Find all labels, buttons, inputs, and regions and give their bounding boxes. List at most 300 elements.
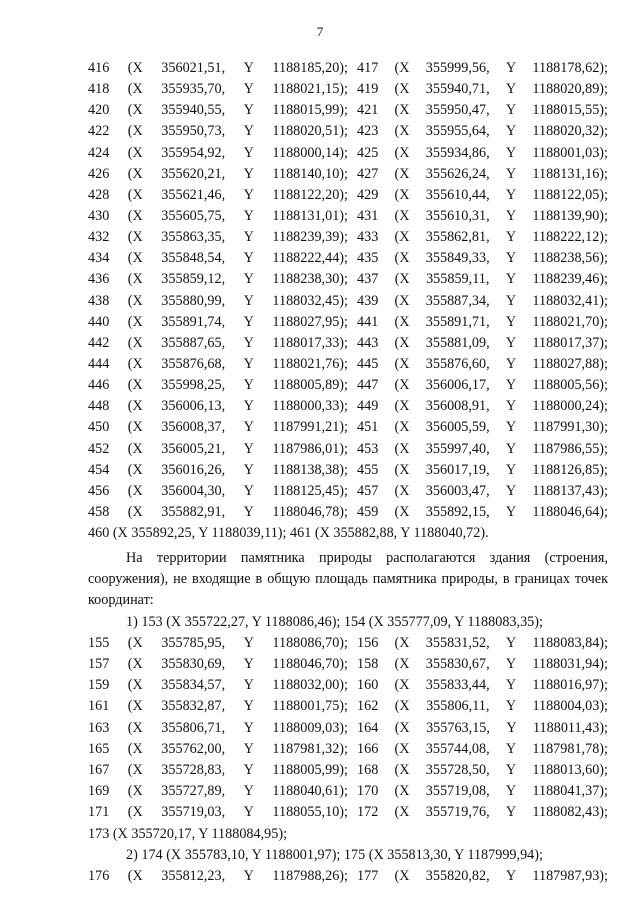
coordinate-entry (348, 248, 608, 269)
point-number: 448 (88, 398, 110, 415)
point-number: 443 (357, 334, 379, 351)
point-number: 425 (357, 144, 379, 161)
x-label: (X (127, 419, 143, 436)
y-label: Y (243, 250, 254, 267)
point-number: 166 (357, 740, 379, 757)
point-number: 159 (88, 677, 110, 694)
x-label: (X (394, 229, 410, 246)
x-label: (X (394, 740, 410, 757)
point-number: 439 (357, 292, 379, 309)
coordinate-entry (348, 227, 608, 248)
y-value: 1187988,26); (272, 868, 348, 884)
y-label: Y (243, 698, 254, 715)
coordinate-entry (348, 396, 608, 417)
y-label: Y (505, 207, 517, 224)
y-label: Y (505, 677, 517, 694)
point-number: 432 (88, 229, 110, 246)
y-value: 1188015,55); (532, 102, 608, 119)
y-label: Y (505, 419, 517, 436)
point-number: 165 (88, 740, 110, 757)
y-value: 1188021,70); (532, 313, 608, 330)
x-label: (X (127, 868, 143, 884)
y-value: 1188046,64); (532, 503, 608, 520)
coordinate-entry (88, 718, 348, 739)
x-value: 355831,52, (425, 635, 490, 651)
x-value: 356005,21, (161, 440, 226, 457)
y-label: Y (243, 229, 254, 246)
y-value: 1188013,60); (532, 761, 608, 778)
point-number: 442 (88, 334, 110, 351)
point-number: 452 (88, 440, 110, 457)
x-label: (X (127, 60, 143, 76)
point-number: 426 (88, 165, 110, 182)
coordinate-entry (88, 143, 348, 164)
coordinate-entry (88, 781, 348, 802)
coordinates-table (88, 58, 608, 523)
x-value: 355820,82, (425, 868, 490, 884)
x-value: 355610,44, (425, 186, 490, 203)
point-number: 419 (357, 81, 379, 98)
y-value: 1188178,62); (532, 60, 608, 76)
coordinate-row (88, 185, 608, 206)
y-label: Y (505, 461, 517, 478)
point-number: 158 (357, 656, 379, 673)
point-number: 447 (357, 377, 379, 394)
coordinate-row (88, 396, 608, 417)
x-label: (X (127, 334, 143, 351)
coordinate-entry (348, 760, 608, 781)
coordinate-row (88, 143, 608, 164)
x-value: 355806,11, (426, 698, 490, 715)
y-value: 1188185,20); (272, 60, 348, 76)
x-value: 356003,47, (425, 482, 490, 499)
coordinate-entry (88, 269, 348, 290)
y-value: 1188017,33); (272, 334, 348, 351)
x-label: (X (394, 656, 410, 673)
coordinate-entry (88, 227, 348, 248)
y-value: 1188027,88); (532, 355, 608, 372)
coordinate-row (88, 354, 608, 375)
y-label: Y (506, 719, 517, 736)
x-label: (X (394, 165, 410, 182)
x-label: (X (127, 761, 143, 778)
point-number: 416 (88, 60, 110, 76)
coordinate-row (88, 739, 608, 760)
x-label: (X (127, 482, 143, 499)
y-value: 1188239,46); (532, 271, 608, 288)
x-value: 355859,11, (426, 271, 490, 288)
y-value: 1188082,43); (532, 804, 608, 821)
point-number: 459 (357, 503, 379, 520)
point-number: 454 (88, 461, 110, 478)
coordinate-entry (88, 185, 348, 206)
coordinate-entry (348, 79, 608, 100)
y-label: Y (243, 292, 254, 309)
y-value: 1187981,32); (272, 740, 348, 757)
x-label: (X (394, 355, 410, 372)
x-label: (X (394, 60, 410, 76)
point-number: 172 (357, 804, 379, 821)
coordinate-row (88, 502, 608, 523)
y-label: Y (505, 656, 517, 673)
y-label: Y (505, 292, 517, 309)
y-value: 1187991,30); (532, 419, 608, 436)
point-number: 437 (357, 271, 379, 288)
point-number: 160 (357, 677, 379, 694)
point-number: 164 (357, 719, 379, 736)
point-number: 417 (357, 60, 379, 76)
y-label: Y (505, 761, 517, 778)
y-value: 1188140,10); (272, 165, 348, 182)
coordinate-row (88, 718, 608, 739)
y-value: 1188046,78); (272, 503, 348, 520)
y-label: Y (243, 334, 254, 351)
x-label: (X (394, 81, 410, 98)
x-label: (X (127, 782, 143, 799)
y-value: 1188005,56); (532, 377, 608, 394)
y-value: 1188046,70); (272, 656, 348, 673)
y-label: Y (243, 740, 254, 757)
y-value: 1187987,93); (532, 868, 608, 884)
x-value: 355744,08, (425, 740, 490, 757)
coordinate-row (88, 121, 608, 142)
y-label: Y (243, 635, 254, 651)
x-value: 355605,75, (161, 207, 226, 224)
y-value: 1188011,43); (532, 719, 608, 736)
point-number: 163 (88, 719, 110, 736)
coordinate-row (88, 291, 608, 312)
buildings-paragraph (88, 548, 608, 612)
coordinate-entry (88, 248, 348, 269)
coordinate-entry (348, 739, 608, 760)
x-label: (X (394, 186, 410, 203)
point-number: 430 (88, 207, 110, 224)
y-label: Y (243, 207, 254, 224)
y-label: Y (243, 482, 254, 499)
x-label: (X (127, 398, 143, 415)
x-value: 355950,47, (425, 102, 490, 119)
point-number: 441 (357, 313, 379, 330)
y-label: Y (243, 656, 254, 673)
coordinate-row (88, 439, 608, 460)
coordinate-entry (348, 718, 608, 739)
y-label: Y (505, 313, 517, 330)
coordinate-entry (88, 696, 348, 717)
point-number: 457 (357, 482, 379, 499)
coordinate-entry (88, 121, 348, 142)
x-label: (X (394, 123, 410, 140)
x-value: 356005,59, (425, 419, 490, 436)
x-value: 355728,50, (425, 761, 490, 778)
x-value: 355891,74, (161, 313, 226, 330)
y-label: Y (505, 698, 517, 715)
coordinate-entry (88, 802, 348, 823)
coordinate-entry (88, 866, 348, 887)
coordinate-entry (88, 675, 348, 696)
y-label: Y (243, 804, 254, 821)
y-label: Y (243, 313, 254, 330)
y-label: Y (505, 482, 517, 499)
x-value: 355891,71, (425, 313, 490, 330)
coordinate-entry (348, 185, 608, 206)
coordinate-entry (348, 502, 608, 523)
coordinate-entry (348, 696, 608, 717)
y-label: Y (243, 440, 254, 457)
coordinate-entry (88, 633, 348, 654)
x-value: 355887,65, (161, 334, 226, 351)
point-number: 155 (88, 635, 110, 651)
x-value: 355998,25, (161, 377, 226, 394)
y-value: 1188000,33); (272, 398, 348, 415)
y-value: 1188126,85); (532, 461, 608, 478)
point-number: 435 (357, 250, 379, 267)
y-value: 1188020,32); (532, 123, 608, 140)
x-label: (X (127, 292, 143, 309)
x-value: 355876,60, (425, 355, 490, 372)
x-value: 356006,13, (161, 398, 226, 415)
coordinate-row (88, 164, 608, 185)
x-value: 355882,91, (161, 503, 226, 520)
x-value: 356006,17, (425, 377, 490, 394)
x-label: (X (127, 804, 143, 821)
x-label: (X (127, 271, 143, 288)
point-number: 423 (357, 123, 379, 140)
y-label: Y (505, 377, 517, 394)
x-value: 355727,89, (161, 782, 226, 799)
point-number: 176 (88, 868, 110, 884)
x-label: (X (127, 81, 143, 98)
coordinate-row (88, 58, 608, 79)
point-number: 440 (88, 313, 110, 330)
buildings-coordinates-table (88, 633, 608, 823)
x-label: (X (127, 377, 143, 394)
x-value: 355880,99, (161, 292, 226, 309)
point-number: 418 (88, 81, 110, 98)
point-number: 444 (88, 355, 110, 372)
point-number: 438 (88, 292, 110, 309)
y-label: Y (505, 229, 517, 246)
x-label: (X (394, 635, 410, 651)
x-value: 355955,64, (425, 123, 490, 140)
x-value: 355762,00, (161, 740, 226, 757)
y-label: Y (505, 102, 517, 119)
y-value: 1188138,38); (272, 461, 348, 478)
y-value: 1188125,45); (272, 482, 348, 499)
x-value: 355719,08, (425, 782, 490, 799)
point-number: 171 (88, 804, 110, 821)
y-value: 1188086,70); (272, 635, 348, 651)
y-value: 1188055,10); (272, 804, 348, 821)
x-label: (X (127, 656, 143, 673)
y-label: Y (243, 165, 254, 182)
point-number: 167 (88, 761, 110, 778)
y-label: Y (505, 81, 517, 98)
coordinate-entry (348, 121, 608, 142)
y-value: 1188020,89); (532, 81, 608, 98)
point-number: 420 (88, 102, 110, 119)
point-number: 427 (357, 165, 379, 182)
x-label: (X (394, 503, 410, 520)
x-value: 356004,30, (161, 482, 226, 499)
coordinate-entry (88, 354, 348, 375)
coordinate-row (88, 481, 608, 502)
y-label: Y (243, 461, 254, 478)
coordinate-entry (348, 481, 608, 502)
y-value: 1188027,95); (272, 313, 348, 330)
y-value: 1187986,55); (532, 440, 608, 457)
coordinate-entry (348, 206, 608, 227)
point-number: 431 (357, 207, 379, 224)
point-number: 169 (88, 782, 110, 799)
coordinate-entry (88, 460, 348, 481)
y-label: Y (243, 186, 254, 203)
x-label: (X (127, 461, 143, 478)
y-label: Y (243, 123, 254, 140)
y-label: Y (243, 102, 254, 119)
y-value: 1188238,56); (532, 250, 608, 267)
coordinate-entry (348, 675, 608, 696)
x-value: 355999,56, (425, 60, 490, 76)
coordinate-entry (348, 460, 608, 481)
y-label: Y (505, 635, 517, 651)
coordinate-row (88, 866, 608, 887)
coordinate-row (88, 460, 608, 481)
x-label: (X (394, 334, 410, 351)
y-label: Y (243, 377, 254, 394)
x-label: (X (127, 740, 143, 757)
x-label: (X (127, 698, 143, 715)
x-label: (X (394, 719, 410, 736)
point-number: 161 (88, 698, 110, 715)
point-number: 450 (88, 419, 110, 436)
coordinate-entry (348, 143, 608, 164)
x-label: (X (127, 207, 143, 224)
coordinate-row (88, 675, 608, 696)
point-number: 177 (357, 868, 379, 884)
x-label: (X (127, 250, 143, 267)
coordinate-entry (88, 312, 348, 333)
coordinate-row (88, 781, 608, 802)
x-value: 355881,09, (425, 334, 490, 351)
y-value: 1188222,12); (532, 229, 608, 246)
coordinate-entry (348, 312, 608, 333)
coordinate-entry (88, 417, 348, 438)
coordinate-entry (348, 781, 608, 802)
coordinate-entry (88, 375, 348, 396)
coordinates-line-173: 173 (X 355720,17, Y 1188084,95); (88, 826, 288, 842)
x-value: 355806,71, (161, 719, 226, 736)
y-label: Y (243, 761, 254, 778)
y-label: Y (505, 868, 517, 884)
y-value: 1188005,89); (272, 377, 348, 394)
x-label: (X (127, 229, 143, 246)
y-label: Y (505, 186, 517, 203)
coordinate-entry (348, 58, 608, 79)
coordinate-entry (348, 269, 608, 290)
point-number: 433 (357, 229, 379, 246)
coordinate-entry (348, 439, 608, 460)
x-value: 356021,51, (161, 60, 226, 76)
x-value: 355830,69, (161, 656, 226, 673)
x-label: (X (394, 250, 410, 267)
y-value: 1188137,43); (532, 482, 608, 499)
y-label: Y (505, 503, 517, 520)
coordinate-row (88, 375, 608, 396)
point-number: 458 (88, 503, 110, 520)
x-value: 355892,15, (425, 503, 490, 520)
x-label: (X (127, 102, 143, 119)
y-value: 1188083,84); (532, 635, 608, 651)
point-number: 157 (88, 656, 110, 673)
x-label: (X (394, 292, 410, 309)
y-value: 1187986,01); (272, 440, 348, 457)
x-label: (X (394, 398, 410, 415)
x-label: (X (127, 503, 143, 520)
y-label: Y (505, 782, 517, 799)
y-value: 1188032,00); (272, 677, 348, 694)
coordinate-entry (348, 417, 608, 438)
coordinate-entry (348, 333, 608, 354)
x-value: 355610,31, (425, 207, 490, 224)
y-label: Y (505, 60, 517, 76)
point-number: 162 (357, 698, 379, 715)
x-value: 355620,21, (161, 165, 226, 182)
coordinate-entry (88, 164, 348, 185)
x-value: 355940,55, (161, 102, 226, 119)
coordinate-entry (88, 760, 348, 781)
coordinate-row (88, 227, 608, 248)
coordinate-row (88, 206, 608, 227)
x-value: 355934,86, (425, 144, 490, 161)
coordinate-entry (88, 58, 348, 79)
coordinate-entry (88, 291, 348, 312)
y-label: Y (505, 250, 517, 267)
y-value: 1188239,39); (272, 229, 348, 246)
y-label: Y (243, 398, 254, 415)
coordinate-entry (88, 654, 348, 675)
y-label: Y (505, 804, 517, 821)
item-2-coordinates-table (88, 866, 608, 887)
y-label: Y (243, 271, 254, 288)
coordinate-row (88, 269, 608, 290)
x-label: (X (127, 123, 143, 140)
x-value: 355950,73, (161, 123, 226, 140)
x-value: 355621,46, (161, 186, 226, 203)
y-label: Y (505, 355, 517, 372)
y-value: 1188000,14); (272, 144, 348, 161)
y-value: 1188021,76); (272, 355, 348, 372)
y-label: Y (243, 81, 254, 98)
x-value: 355848,54, (161, 250, 226, 267)
y-value: 1188122,20); (272, 186, 348, 203)
x-value: 355719,03, (161, 804, 226, 821)
y-label: Y (505, 334, 517, 351)
x-label: (X (394, 804, 410, 821)
y-label: Y (243, 419, 254, 436)
y-value: 1188016,97); (532, 677, 608, 694)
point-number: 428 (88, 186, 110, 203)
x-value: 355954,92, (161, 144, 226, 161)
coordinates-line-460: 460 (X 355892,25, Y 1188039,11); 461 (X 355882,88, Y 1188040,72). (88, 525, 489, 541)
y-value: 1187981,78); (532, 740, 608, 757)
y-label: Y (505, 123, 517, 140)
coordinate-entry (88, 100, 348, 121)
x-value: 356016,26, (161, 461, 226, 478)
y-value: 1188001,75); (272, 698, 348, 715)
x-value: 355849,33, (425, 250, 490, 267)
coordinate-entry (348, 354, 608, 375)
x-value: 355940,71, (425, 81, 490, 98)
